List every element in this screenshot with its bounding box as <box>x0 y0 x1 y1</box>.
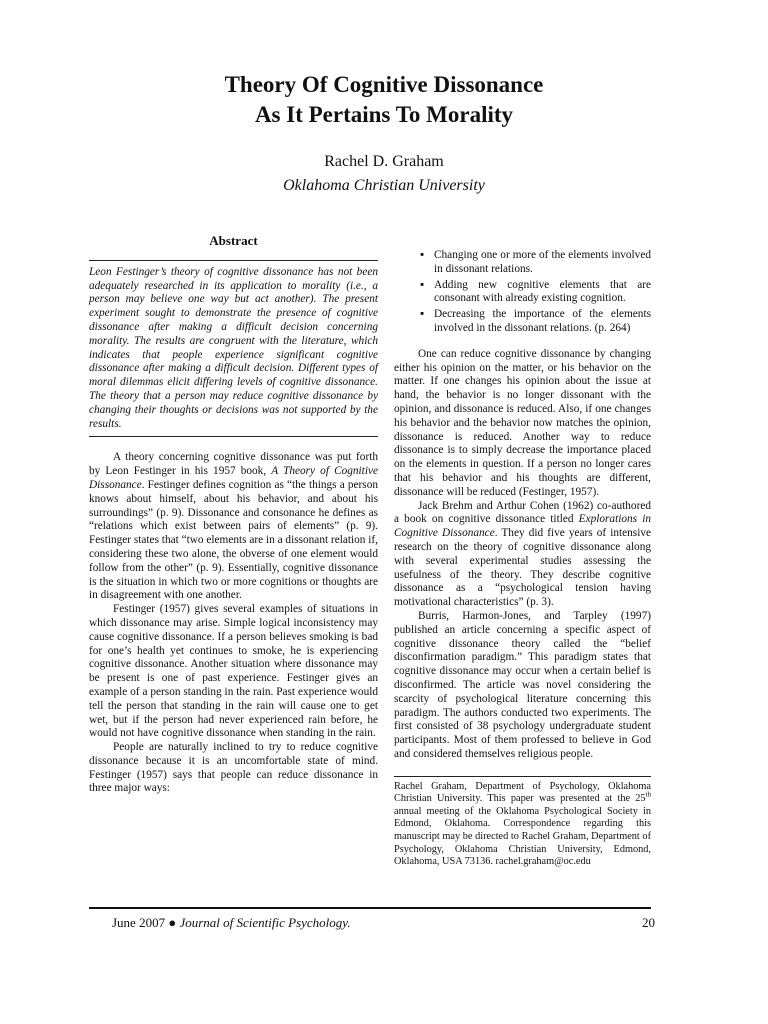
body-paragraph-6: Burris, Harmon-Jones, and Tarpley (1997) published an article concerning a specific aspect of cognitive dissonance theory called the “belief disconfirmation paradigm.” This paradigm states that cognitive dissonance may occur when a certain belief is disconfirmed. The article was novel considering the scarcity of psychological literature concerning this paradigm. The authors conducted two experiments. The first consisted of 38 psychology undergraduate student participants. Most of them professed to believe in God and considered themselves religious people. <box>394 609 651 760</box>
body-paragraph-4: One can reduce cognitive dissonance by changing either his opinion on the matter, or his behavior on the matter. If one changes his opinion about the issue at hand, the behavior is no longer dissonant with the opinion, and dissonance is reduced. Also, if one changes his behavior and the behavior now matches the opinion, dissonance is reduced. Another way to reduce dissonance is to simply decrease the importance placed on the elements in question. If a person no longer cares that his behavior and his thoughts are different, dissonance will be reduced (Festinger, 1957). <box>394 347 651 498</box>
book-title-theory: A Theory of Cognitive Dissonance <box>89 465 378 491</box>
footer-divider <box>89 907 651 909</box>
body-paragraph-1: A theory concerning cognitive dissonance was put forth by Leon Festinger in his 1957 book, A Theory of Cognitive Dissonance. Festinger defines cognition as “the things a person knows about himself, about his behavior, and about his surroundings” (p. 9). Dissonance and consonance he defines as “relations which exist between pairs of elements” (p. 9). Festinger states that “two elements are in a dissonant relation if, considering these two alone, the obverse of one element would follow from the other” (p. 9). Essentially, cognitive dissonance is the situation in which two or more cognitions or thoughts are in disagreement with one another. <box>89 451 378 602</box>
body-paragraph-2: Festinger (1957) gives several examples of situations in which dissonance may arise. Simple logical inconsistency may cause cognitive dissonance. If a person believes smoking is bad for one’s health yet continues to smoke, he is experiencing cognitive dissonance. Another situation where dissonance may be present is one of past experience. Festinger gives an example of a person standing in the rain. Past experience would tell the person that standing in the rain will cause one to get wet, but if the person had never experienced rain before, he would not have cognitive dissonance when standing in the rain. <box>89 603 378 740</box>
body-paragraph-5: Jack Brehm and Arthur Cohen (1962) co-authored a book on cognitive dissonance titled Explorations in Cognitive Dissonance. They did five years of intensive research on the theory of cognitive dissonance along with several experimental studies assessing the usefulness of the theory. They describe cognitive dissonance as a “psychological tension having motivational characteristics” (p. 3). <box>394 499 651 609</box>
list-item: ▪ Adding new cognitive elements that are consonant with already existing cognition. <box>420 278 651 305</box>
title-line-1: Theory Of Cognitive Dissonance <box>224 72 544 97</box>
bullet-icon: ▪ <box>420 308 425 321</box>
abstract-text: Leon Festinger’s theory of cognitive dissonance has not been adequately researched in its application to morality (i.e., a person may believe one way but act another). The present experiment sought to demonstrate the presence of cognitive dissonance after making a difficult decision concerning morality. The results are congruent with the literature, which indicates that people experience significant cognitive dissonance after making a difficult decision. Different types of moral dilemmas elicit differing levels of cognitive dissonance. The theory that a person may reduce cognitive dissonance by changing their thoughts or decisions was not supported by the results. <box>89 260 378 438</box>
page-number: 20 <box>642 915 655 930</box>
bullet-icon: ▪ <box>420 249 425 261</box>
list-item: ▪ Decreasing the importance of the elements involved in the dissonant relations. (p. 264) <box>420 308 651 334</box>
footer-date: June 2007 <box>112 915 166 930</box>
footer-journal: Journal of Scientific Psychology. <box>179 915 351 930</box>
bullet-icon: ▪ <box>420 278 425 291</box>
left-column <box>89 234 378 796</box>
list-item: ▪ Changing one or more of the elements involved in dissonant relations. <box>420 249 651 275</box>
paper-title <box>0 70 768 130</box>
body-paragraph-3: People are naturally inclined to try to reduce cognitive dissonance because it is an uncomfortable state of mind. Festinger (1957) says that people can reduce dissonance in three major ways: <box>89 741 378 795</box>
footer-bullet-icon: ● <box>168 915 177 930</box>
title-line-2: As It Pertains To Morality <box>254 102 514 127</box>
book-title-explorations: Explorations in Cognitive Dissonance <box>394 513 651 540</box>
author-footnote: Rachel Graham, Department of Psychology, Oklahoma Christian University. This paper was presented at the 25th annual meeting of the Oklahoma Psychological Society in Edmond, Oklahoma. Correspondence regarding this manuscript may be directed to Rachel Graham, Department of Psychology, Oklahoma Christian University, Edmond, Oklahoma, USA 73136. rachel.graham@oc.edu <box>394 776 651 869</box>
right-column <box>394 249 651 869</box>
author-affiliation: Oklahoma Christian University <box>283 177 485 194</box>
author-name: Rachel D. Graham <box>324 153 444 170</box>
dissonance-reduction-list <box>394 249 651 336</box>
abstract-heading: Abstract <box>209 233 258 248</box>
